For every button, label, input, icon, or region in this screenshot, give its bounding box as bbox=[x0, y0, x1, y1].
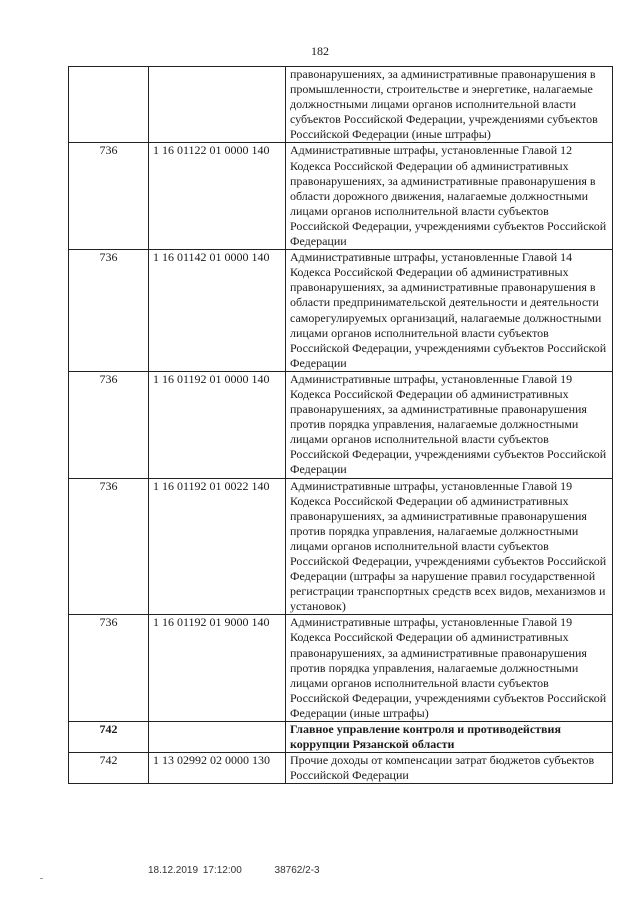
kbk-code-cell: 1 16 01142 01 0000 140 bbox=[149, 250, 286, 372]
description-cell: Административные штрафы, установленные Главой 12 Кодекса Российской Федерации об административных правонарушениях, за административные правонарушения в области дорожного движения, налагаемые должностными лицами органов исполнительной власти субъектов Российской Федерации, учреждениями субъектов Российской Федерации bbox=[286, 143, 613, 250]
kbk-code-cell: 1 16 01192 01 0022 140 bbox=[149, 478, 286, 615]
kbk-code-cell: 1 13 02992 02 0000 130 bbox=[149, 753, 286, 784]
section-header-row bbox=[69, 722, 613, 753]
section-code-cell: 742 bbox=[69, 722, 149, 753]
table-row bbox=[69, 371, 613, 478]
page-number: 182 bbox=[311, 44, 329, 58]
empty-cell bbox=[149, 722, 286, 753]
description-cell: Административные штрафы, установленные Главой 19 Кодекса Российской Федерации об административных правонарушениях, за административные правонарушения против порядка управления, налагаемые должностными лицами органов исполнительной власти субъектов Российской Федерации, учреждениями субъектов Российской Федерации (иные штрафы) bbox=[286, 615, 613, 722]
kbk-code-cell: 1 16 01122 01 0000 140 bbox=[149, 143, 286, 250]
table-row bbox=[69, 615, 613, 722]
description-cell: Административные штрафы, установленные Главой 19 Кодекса Российской Федерации об административных правонарушениях, за административные правонарушения против порядка управления, налагаемые должностными лицами органов исполнительной власти субъектов Российской Федерации, учреждениями субъектов Российской Федерации bbox=[286, 371, 613, 478]
footer-doc-id: 38762/2-3 bbox=[274, 865, 320, 876]
admin-code-cell: 736 bbox=[69, 478, 149, 615]
description-cell: Административные штрафы, установленные Главой 14 Кодекса Российской Федерации об административных правонарушениях, за административные правонарушения в области предпринимательской деятельности и деятельности саморегулируемых организаций, налагаемые должностными лицами органов исполнительной власти субъектов Российской Федерации, учреждениями субъектов Российской Федерации bbox=[286, 250, 613, 372]
admin-code-cell: 742 bbox=[69, 753, 149, 784]
kbk-code-cell: 1 16 01192 01 9000 140 bbox=[149, 615, 286, 722]
table-row bbox=[69, 67, 613, 143]
description-cell: Прочие доходы от компенсации затрат бюджетов субъектов Российской Федерации bbox=[286, 753, 613, 784]
kbk-code-cell: 1 16 01192 01 0000 140 bbox=[149, 371, 286, 478]
admin-code-cell: 736 bbox=[69, 143, 149, 250]
table-row bbox=[69, 478, 613, 615]
footer-datetime: 18.12.2019 17:12:00 bbox=[148, 865, 242, 876]
description-cell: правонарушениях, за административные правонарушения в промышленности, строительстве и энергетике, налагаемые должностными лицами органов исполнительной власти субъектов Российской Федерации, учреждениями субъектов Российской Федерации (иные штрафы) bbox=[286, 67, 613, 143]
table-row bbox=[69, 250, 613, 372]
table-row bbox=[69, 753, 613, 784]
section-title-cell: Главное управление контроля и противодействия коррупции Рязанской области bbox=[286, 722, 613, 753]
revenue-code-table bbox=[68, 66, 613, 784]
footer bbox=[148, 865, 320, 876]
admin-code-cell: 736 bbox=[69, 615, 149, 722]
scan-mark bbox=[40, 878, 43, 879]
admin-code-cell bbox=[69, 67, 149, 143]
kbk-code-cell bbox=[149, 67, 286, 143]
description-cell: Административные штрафы, установленные Главой 19 Кодекса Российской Федерации об административных правонарушениях, за административные правонарушения против порядка управления, налагаемые должностными лицами органов исполнительной власти субъектов Российской Федерации, учреждениями субъектов Российской Федерации (штрафы за нарушение правил государственной регистрации транспортных средств всех видов, механизмов и установок) bbox=[286, 478, 613, 615]
admin-code-cell: 736 bbox=[69, 371, 149, 478]
table-row bbox=[69, 143, 613, 250]
admin-code-cell: 736 bbox=[69, 250, 149, 372]
